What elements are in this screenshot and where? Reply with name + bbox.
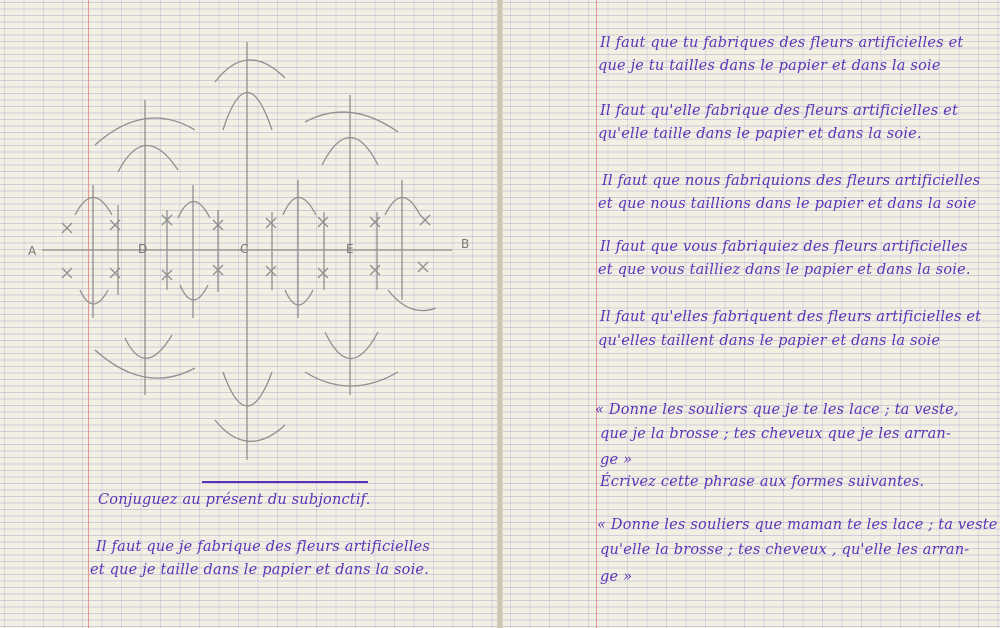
answer-line: « Donne les souliers que maman te les lace ; ta veste	[597, 517, 998, 533]
right-page	[503, 0, 1000, 628]
conjugation-line: et que nous taillions dans le papier et dans la soie	[598, 196, 977, 212]
conjugation-line: Il faut que je fabrique des fleurs artificielles	[96, 539, 431, 555]
compass-arc	[125, 335, 172, 358]
exercise-instruction: Écrivez cette phrase aux formes suivantes.	[600, 474, 925, 490]
compass-arc	[80, 290, 108, 304]
compass-arc	[305, 372, 398, 386]
conjugation-line: Il faut qu'elle fabrique des fleurs artificielles et	[600, 103, 959, 119]
exercise-line: ge »	[600, 452, 633, 468]
compass-arc	[118, 145, 178, 172]
compass-arc	[305, 112, 398, 132]
conjugation-line: Il faut que nous fabriquions des fleurs artificielles	[602, 173, 981, 189]
compass-arc	[283, 198, 316, 216]
conjugation-line: Il faut que tu fabriques des fleurs artificielles et	[600, 35, 964, 51]
point-label-d: D	[138, 242, 148, 256]
compass-arc	[325, 332, 378, 359]
point-label-c: C	[240, 242, 249, 256]
point-label-b: B	[461, 237, 470, 251]
left-page	[0, 0, 497, 628]
answer-line: qu'elle la brosse ; tes cheveux , qu'elle les arran-	[600, 542, 970, 558]
conjugation-line: Il faut que vous fabriquiez des fleurs artificielles	[600, 239, 968, 255]
compass-arc	[388, 290, 436, 311]
point-label-a: A	[28, 244, 37, 258]
conjugation-line: et que vous tailliez dans le papier et dans la soie.	[598, 262, 971, 278]
section-divider	[202, 481, 368, 483]
compass-arc	[215, 420, 285, 441]
exercise-line: que je la brosse ; tes cheveux que je les arran-	[600, 426, 952, 442]
instruction-text: Conjuguez au présent du subjonctif.	[98, 492, 371, 508]
compass-arc	[215, 60, 285, 82]
conjugation-line: Il faut qu'elles fabriquent des fleurs artificielles et	[600, 309, 982, 325]
compass-arc	[178, 202, 210, 219]
compass-arc	[285, 290, 313, 305]
conjugation-line: qu'elle taille dans le papier et dans la soie.	[598, 126, 922, 142]
answer-line: ge »	[600, 569, 633, 585]
exercise-line: « Donne les souliers que je te les lace ; ta veste,	[595, 402, 959, 418]
conjugation-line: qu'elles taillent dans le papier et dans la soie	[598, 333, 941, 349]
margin-line	[596, 0, 597, 628]
compass-arc	[180, 285, 208, 300]
point-label-e: E	[346, 242, 354, 256]
conjugation-line: et que je taille dans le papier et dans la soie.	[90, 562, 430, 578]
geometry-construction-diagram	[0, 0, 497, 480]
conjugation-line: que je tu tailles dans le papier et dans la soie	[598, 58, 941, 74]
